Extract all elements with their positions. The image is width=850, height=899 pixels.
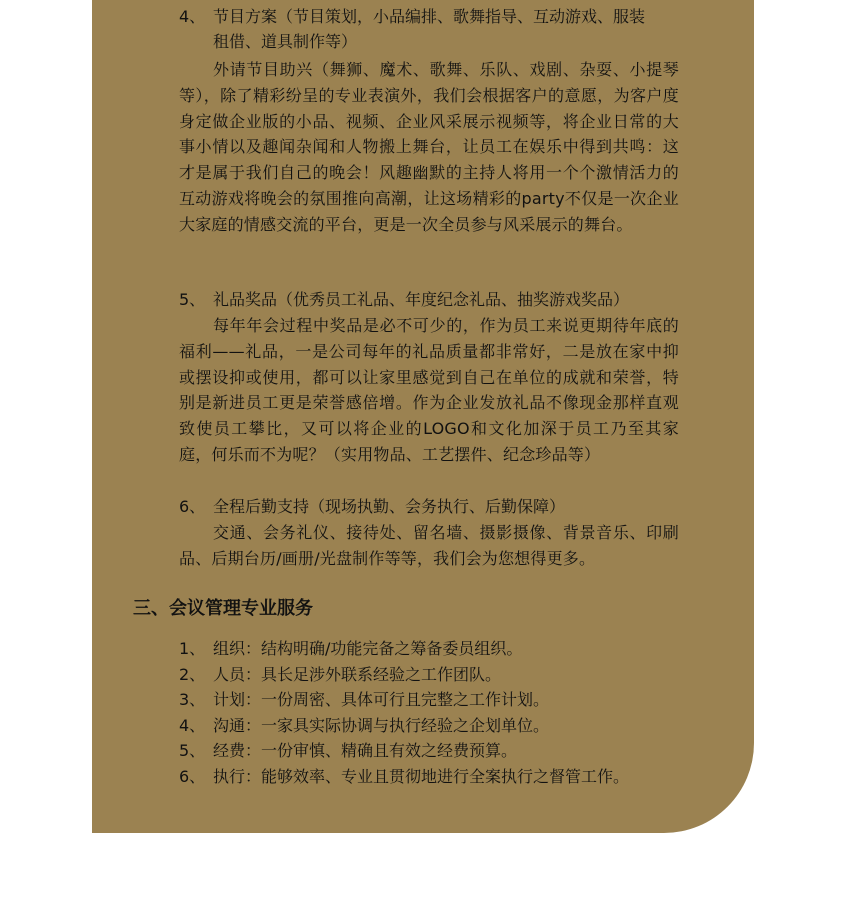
item-5-heading bbox=[179, 287, 679, 312]
item-4-subtitle-line1: （节目策划，小品编排、歌舞指导、互动游戏、服装 bbox=[277, 7, 646, 26]
item-6-subtitle: （现场执勤、会务执行、后勤保障） bbox=[309, 497, 566, 516]
item-4-subtitle-line2: 租借、道具制作等） bbox=[213, 32, 358, 51]
item-6-number: 6、 bbox=[179, 497, 206, 516]
item-6 bbox=[179, 494, 679, 572]
item-4 bbox=[179, 4, 679, 238]
list-item bbox=[179, 764, 699, 790]
list-item bbox=[179, 713, 699, 739]
list-item bbox=[179, 636, 699, 662]
item-4-title: 节目方案 bbox=[213, 7, 278, 26]
list-item-text: 经费：一份审慎、精确且有效之经费预算。 bbox=[213, 741, 518, 761]
item-5 bbox=[179, 287, 679, 468]
list-item-text: 执行：能够效率、专业且贯彻地进行全案执行之督管工作。 bbox=[213, 766, 630, 786]
list-item-number: 5、 bbox=[179, 741, 206, 761]
list-item-text: 组织：结构明确/功能完备之筹备委员组织。 bbox=[213, 639, 523, 658]
list-item-number: 2、 bbox=[179, 664, 206, 684]
list-item bbox=[179, 687, 699, 713]
list-item-number: 1、 bbox=[179, 639, 206, 658]
item-4-number: 4、 bbox=[179, 7, 206, 26]
item-6-title: 全程后勤支持 bbox=[213, 497, 310, 516]
list-item-number: 4、 bbox=[179, 715, 206, 735]
list-item-text: 计划：一份周密、具体可行且完整之工作计划。 bbox=[213, 690, 550, 710]
list-item-number: 3、 bbox=[179, 690, 206, 710]
item-6-paragraph: 交通、会务礼仪、接待处、留名墙、摄影摄像、背景音乐、印刷品、后期台历/画册/光盘制作等等，我们会为您想得更多。 bbox=[179, 523, 679, 568]
item-4-paragraph: 外请节目助兴（舞狮、魔术、歌舞、乐队、戏剧、杂耍、小提琴等），除了精彩纷呈的专业表演外，我们会根据客户的意愿，为客户度身定做企业版的小品、视频、企业风采展示视频等，将企业日常的大事小情以及趣闻杂闻和人物搬上舞台，让员工在娱乐中得到共鸣：这才是属于我们自己的晚会！风趣幽默的主持人将用一个个激情活力的互动游戏将晚会的氛围推向高潮，让这场精彩的party不仅是一次企业大家庭的情感交流的平台，更是一次全员参与风采展示的舞台。 bbox=[179, 60, 679, 234]
item-5-subtitle: （优秀员工礼品、年度纪念礼品、抽奖游戏奖品） bbox=[277, 290, 630, 309]
list-item bbox=[179, 662, 699, 688]
management-list bbox=[179, 636, 699, 790]
item-6-heading bbox=[179, 494, 679, 519]
list-item-number: 6、 bbox=[179, 766, 206, 786]
list-item-text: 沟通：一家具实际协调与执行经验之企划单位。 bbox=[213, 715, 550, 735]
list-item-text: 人员：具长足涉外联系经验之工作团队。 bbox=[213, 664, 502, 684]
item-5-paragraph: 每年年会过程中奖品是必不可少的，作为员工来说更期待年底的福利——礼品，一是公司每年的礼品质量都非常好，二是放在家中抑或摆设抑或使用，都可以让家里感觉到自己在单位的成就和荣誉，特别是新进员工更是荣誉感倍增。作为企业发放礼品不像现金那样直观致使员工攀比，又可以将企业的LOGO和文化加深于员工乃至其家庭，何乐而不为呢？（实用物品、工艺摆件、纪念珍品等） bbox=[179, 316, 679, 464]
section-3-title: 三、会议管理专业服务 bbox=[133, 598, 313, 619]
item-4-heading bbox=[179, 4, 679, 29]
item-5-number: 5、 bbox=[179, 290, 206, 309]
list-item bbox=[179, 738, 699, 764]
item-5-title: 礼品奖品 bbox=[213, 290, 278, 309]
